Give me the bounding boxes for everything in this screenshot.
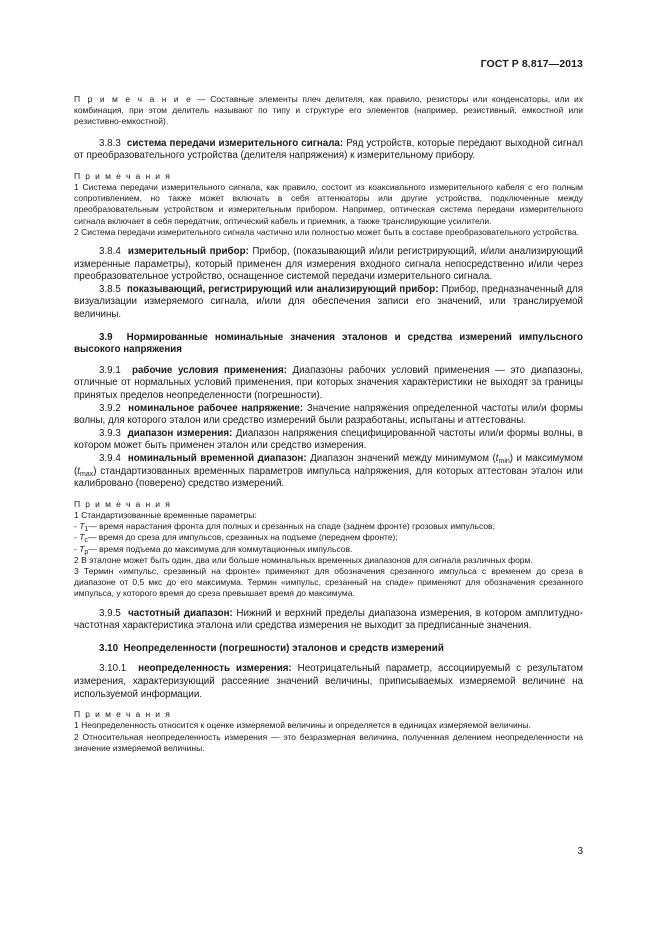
clause-text: Прибор, (показывающий и/или регистрирующий, и/или анализирующий измеренные параметры), который применен для измерения входного сигнала непосредственно и/или через преобразовательное устройство, оснащенное системой передачи измерительного сигнала. [74,246,583,283]
clause-text: Нижний и верхний пределы диапазона измерения, в котором амплитудно-частотная характеристика эталона или средства измерения не выходит за предписанные значения. [74,607,583,632]
clause-term: измерительный прибор: [127,246,249,258]
note-dash-item: - $T_c—$ время до среза для импульсов, срезанных на подъеме (переднем фронте); [74,532,398,545]
clause-3-8-3 [74,138,583,163]
notes-heading: П р и м е ч а н и я [74,498,172,509]
page-number: 3 [577,846,583,857]
clause-number: 3.8.4 [99,246,121,258]
clause-term: система передачи измерительного сигнала: [126,137,344,149]
note-item: 1 Неопределенность относится к оценке измеряемой величины и определяется в единицах измеряемой величины. [74,720,531,731]
clause-3-9-4: 3.9.4 номинальный временной диапазон: Диапазон значений между минимумом $(t_{min})$ и максимумом $(t_{max})$ стандартизованных временных параметров импульса напряжения, для которых аттестован эталон или калибровано (поверено) средство измерений. [74,452,584,490]
clause-3-8-5 [74,284,583,322]
note-label: П р и м е ч а н и е [74,94,193,104]
clause-term: неопределенность измерения: [138,663,292,675]
section-title: Нормированные номинальные значения эталонов и средства измерений импульсного высокого напряжения [74,331,583,356]
clause-3-9-5 [74,608,583,633]
clause-number: 3.9.3 [99,427,121,439]
notes-heading: П р и м е ч а н и я [74,170,172,181]
note-item: 1 Система передачи измерительного сигнала, как правило, состоит из коаксиального измерительного кабеля с его полным сопротивлением, но также может включать в себя аттенюаторы или другие устройства, подключенные между преобразовательным устройством и измерительным прибором. Например, оптическая система передачи измерительного сигнала включает в себя передатчик, оптический кабель и приемник, а также транслирующие усилители. [74,182,583,226]
note-text: — Составные элементы плеч делителя, как правило, резисторы или конденсаторы, или их комбинация, при этом делитель называют по типу и структуре его элементов (например, резистивный, емкостной или резистивно-емкостной). [74,94,583,127]
note-item: 1 Стандартизованные временные параметры: [74,509,257,520]
clause-text: Значение напряжения определенной частоты или/и формы волны, для которого эталон или средство измерений были разработаны, испытаны и аттестованы. [74,402,584,427]
page-content [74,94,583,754]
clause-number: 3.9.5 [99,607,121,619]
clause-number: 3.9.4 [99,452,121,464]
note-divider [74,94,583,128]
clause-term: показывающий, регистрирующий или анализирующий прибор: [126,283,439,295]
note-item: 2 Относительная неопределенность измерения — это безразмерная величина, полученная делением неопределенности на значение измеряемой величины. [74,731,583,753]
clause-3-10-1 [74,663,583,701]
note-item: 3 Термин «импульс, срезанный на фронте» применяют для обозначения срезанного импульса с временем до среза в диапазоне от 0,5 мкс до его максимума. Термин «импульс, срезанный на спаде» применяют для обозначения срезанного импульса, у которого время до среза превышает время до максимума. [74,565,583,599]
clause-text: Ряд устройств, которые передают выходной сигнал от преобразовательного устройства (делителя напряжения) к измерительному прибору. [74,137,583,162]
note-dash-item: - $T_1—$ время нарастания фронта для полных и срезанных на спаде (заднем фронте) грозовых импульсов; [74,521,495,534]
note-item: 2 Система передачи измерительного сигнала частично или полностью может быть в составе преобразовательного устройства. [74,226,580,237]
clause-number: 3.8.5 [99,283,121,295]
clause-3-9-3 [74,428,583,453]
clause-text: Диапазоны рабочих условий применения — это диапазоны, отличные от нормальных условий применения, при которых значения характеристики не выходят за границы принятых пределов неопределенности (погрешности). [74,364,583,401]
clause-term: номинальное рабочее напряжение: [128,402,304,414]
clause-text: Диапазон напряжения специфицированной частоты или/и формы волны, в котором может быть применен эталон или средство измерения. [74,427,583,452]
clause-term: номинальный временной диапазон: [127,452,307,464]
clause-3-8-4 [74,246,583,284]
clause-term: частотный диапазон: [128,607,233,619]
clause-text: Прибор, предназначенный для визуализации измеряемого сигнала, и/или для обеспечения записи его значений, или транслируемой величины. [74,283,584,320]
clause-term: диапазон измерения: [127,427,233,439]
note-dash-item: - $T_p—$ время подъема до максимума для коммутационных импульсов. [74,543,353,556]
clause-number: 3.8.3 [99,137,121,149]
notes-heading: П р и м е ч а н и я [74,709,172,720]
clause-number: 3.9.1 [99,364,121,376]
standard-header: ГОСТ Р 8.817—2013 [480,58,583,70]
clause-text: Неотрицательный параметр, ассоциируемый с результатом измерения, характеризующий рассеяние значений величины, приписываемых измеряемой величине на используемой информации. [74,663,583,700]
clause-number: 3.9.2 [99,402,121,414]
section-number: 3.10 [99,642,119,654]
clause-number: 3.10.1 [99,663,127,675]
clause-3-9-2 [74,403,583,428]
section-title: Неопределенности (погрешности) эталонов и средств измерений [123,642,444,654]
section-number: 3.9 [99,331,113,343]
section-3-10-heading [74,643,583,656]
clause-3-9-1 [74,365,583,403]
note-item: 2 В эталоне может быть один, два или больше номинальных временных диапазонов для сигнала различных форм. [74,554,533,565]
section-3-9-heading [74,332,583,357]
clause-term: рабочие условия применения: [131,364,287,376]
